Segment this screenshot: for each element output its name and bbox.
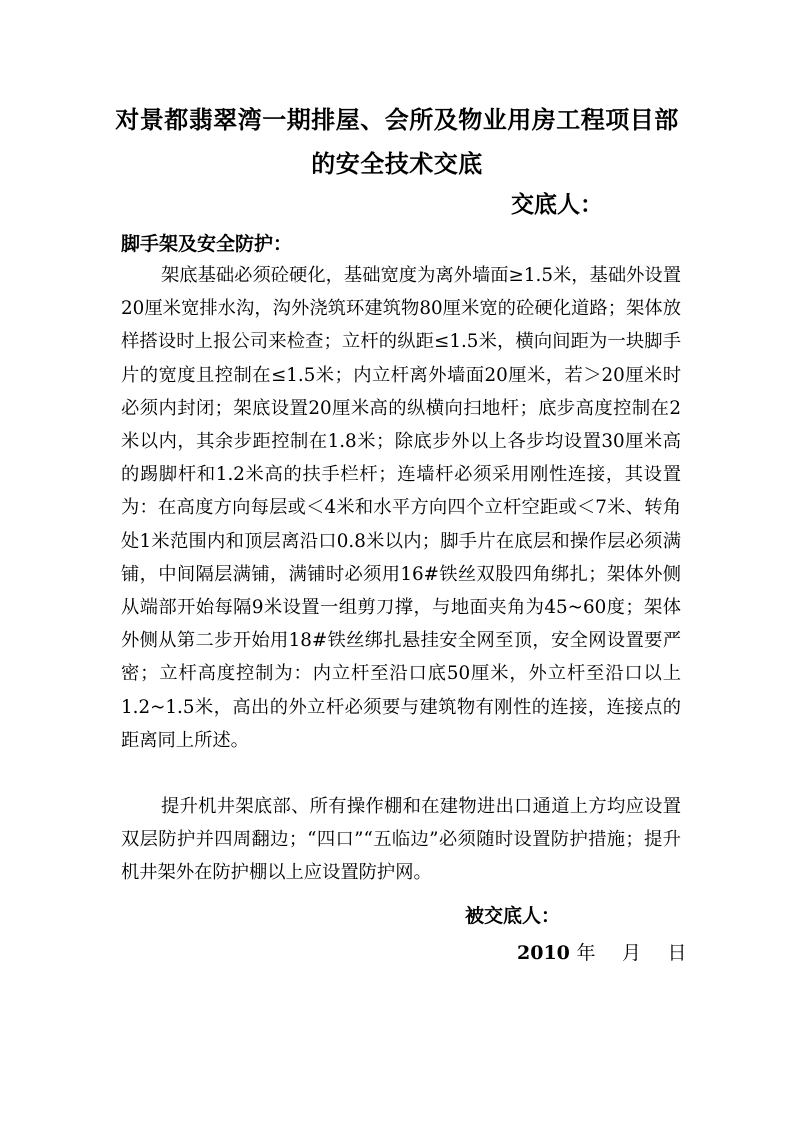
date-year-unit: 年: [576, 942, 596, 964]
date-line: [517, 938, 687, 968]
document-title-line-1: 对景都翡翠湾一期排屋、会所及物业用房工程项目部: [115, 105, 679, 134]
paragraph-scaffolding: 架底基础必须砼硬化，基础宽度为离外墙面≥1.5米，基础外设置20厘米宽排水沟，沟外浇筑环建筑物80厘米宽的砼硬化道路；架体放样搭设时上报公司来检查；立杆的纵距≤1.5米，横向间距为一块脚手片的宽度且控制在≤1.5米；内立杆离外墙面20厘米，若＞20厘米时必须内封闭；架底设置20厘米高的纵横向扫地杆；底步高度控制在2米以内，其余步距控制在1.8米；除底步外以上各步均设置30厘米高的踢脚杆和1.2米高的扶手栏杆；连墙杆必须采用刚性连接，其设置为：在高度方向每层或＜4米和水平方向四个立杆空距或＜7米、转角处1米范围内和顶层离沿口0.8米以内；脚手片在底层和操作层必须满铺，中间隔层满铺，满铺时必须用16#铁丝双股四角绑扎；架体外侧从端部开始每隔9米设置一组剪刀撑，与地面夹角为45~60度；架体外侧从第二步开始用18#铁丝绑扎悬挂安全网至顶，安全网设置要严密；立杆高度控制为：内立杆至沿口底50厘米，外立杆至沿口以上1.2~1.5米，高出的外立杆必须要与建筑物有刚性的连接，连接点的距离同上所述。: [121, 265, 681, 751]
date-day-unit: 日: [667, 942, 687, 964]
date-year: 2010: [517, 942, 570, 964]
receiver-label: 被交底人：: [465, 905, 561, 927]
date-month-unit: 月: [622, 942, 642, 964]
document-title-line-2: 的安全技术交底: [311, 149, 483, 178]
discloser-label: 交底人：: [511, 191, 603, 218]
section-heading: 脚手架及安全防护：: [121, 233, 293, 255]
paragraph-protection: 提升机井架底部、所有操作棚和在建物进出口通道上方均应设置双层防护并四周翻边；“四口”“五临边”必须随时设置防护措施；提升机井架外在防护棚以上应设置防护网。: [121, 796, 681, 884]
